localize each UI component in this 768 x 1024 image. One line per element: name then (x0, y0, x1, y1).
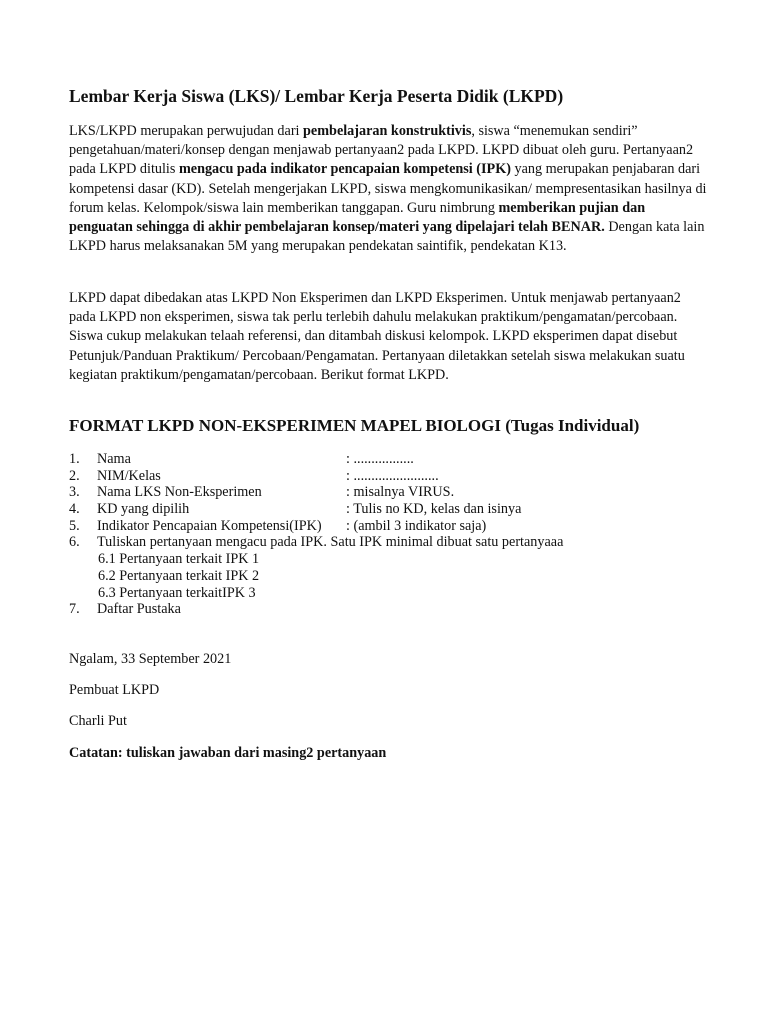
list-item (69, 601, 709, 618)
item-label: NIM/Kelas (97, 467, 161, 484)
sub-list-item (69, 551, 709, 568)
item-label: Nama (97, 451, 131, 467)
item-number: 4. (69, 501, 80, 518)
format-list (69, 451, 709, 618)
intro-text-3: yang merupakan penjabaran dari kompetensi dasar (KD). Setelah mengerjakan LKPD, siswa mengkomunikasikan/ mempresentasikan hasilnya di forum kelas. Kelompok/siswa lain memberikan tanggapan. Guru nimbrung (69, 161, 707, 216)
sub-list-item (69, 568, 709, 585)
document-title: Lembar Kerja Siswa (LKS)/ Lembar Kerja Peserta Didik (LKPD) (69, 86, 564, 106)
item-number: 3. (69, 484, 80, 501)
format-heading: FORMAT LKPD NON-EKSPERIMEN MAPEL BIOLOGI (Tugas Individual) (69, 416, 640, 435)
intro-text-1: LKS/LKPD merupakan perwujudan dari (69, 123, 304, 139)
item-number: 2. (69, 467, 80, 484)
item-label: Nama LKS Non-Eksperimen (97, 484, 262, 501)
intro-paragraph (69, 122, 709, 256)
sub-item-text: 6.3 Pertanyaan terkaitIPK 3 (98, 584, 256, 601)
sub-item-text: 6.2 Pertanyaan terkait IPK 2 (98, 567, 260, 584)
list-item (69, 468, 709, 485)
list-item (69, 534, 709, 551)
item-value: : misalnya VIRUS. (346, 484, 455, 501)
item-text: Tuliskan pertanyaan mengacu pada IPK. Satu IPK minimal dibuat satu pertanyaaa (97, 534, 564, 551)
list-item (69, 451, 709, 468)
list-item (69, 518, 709, 535)
intro-text-2: , siswa “menemukan sendiri” pengetahuan/materi/konsep dengan menjawab pertanyaan2 pada LKPD. LKPD dibuat oleh guru. Pertanyaan2 pada LKPD ditulis (69, 123, 694, 178)
note-text: Catatan: tuliskan jawaban dari masing2 pertanyaan (69, 745, 387, 761)
intro-text-4: Dengan kata lain LKPD harus melaksanakan 5M yang merupakan pendekatan saintifik, pendekatan K13. (69, 219, 705, 255)
sub-list-item (69, 585, 709, 602)
list-item (69, 484, 709, 501)
item-value: : (ambil 3 indikator saja) (346, 517, 487, 534)
item-value: : ................. (346, 451, 414, 467)
types-paragraph: LKPD dapat dibedakan atas LKPD Non Eksperimen dan LKPD Eksperimen. Untuk menjawab pertanyaan2 pada LKPD non eksperimen, siswa tak perlu terlebih dahulu melakukan praktikum/pengamatan/percobaan. Siswa cukup melakukan telaah referensi, dan ditambah diskusi kelompok. LKPD eksperimen dapat disebut Petunjuk/Panduan Praktikum/ Percobaan/Pengamatan. Pertanyaan diletakkan setelah siswa melakukan suatu kegiatan praktikum/pengamatan/percobaan. Berikut format LKPD. (69, 290, 685, 383)
item-value: : Tulis no KD, kelas dan isinya (346, 501, 522, 518)
item-value: : ........................ (346, 467, 439, 484)
item-number: 7. (69, 601, 80, 618)
maker-name: Charli Put (69, 713, 127, 729)
signature-date: Ngalam, 33 September 2021 (69, 651, 232, 667)
item-label: KD yang dipilih (97, 501, 190, 518)
item-label: Daftar Pustaka (97, 601, 181, 618)
item-number: 1. (69, 451, 80, 467)
maker-label: Pembuat LKPD (69, 682, 160, 698)
sub-item-text: 6.1 Pertanyaan terkait IPK 1 (98, 551, 260, 568)
intro-bold-2: mengacu pada indikator pencapaian kompetensi (IPK) (178, 161, 511, 178)
list-item (69, 501, 709, 518)
item-number: 6. (69, 534, 80, 551)
item-label: Indikator Pencapaian Kompetensi(IPK) (97, 517, 322, 534)
item-number: 5. (69, 517, 80, 534)
intro-bold-1: pembelajaran konstruktivis (303, 123, 472, 139)
intro-bold-3: memberikan pujian dan penguatan sehingga di akhir pembelajaran konsep/materi yang dipelajari telah BENAR. (69, 199, 646, 236)
